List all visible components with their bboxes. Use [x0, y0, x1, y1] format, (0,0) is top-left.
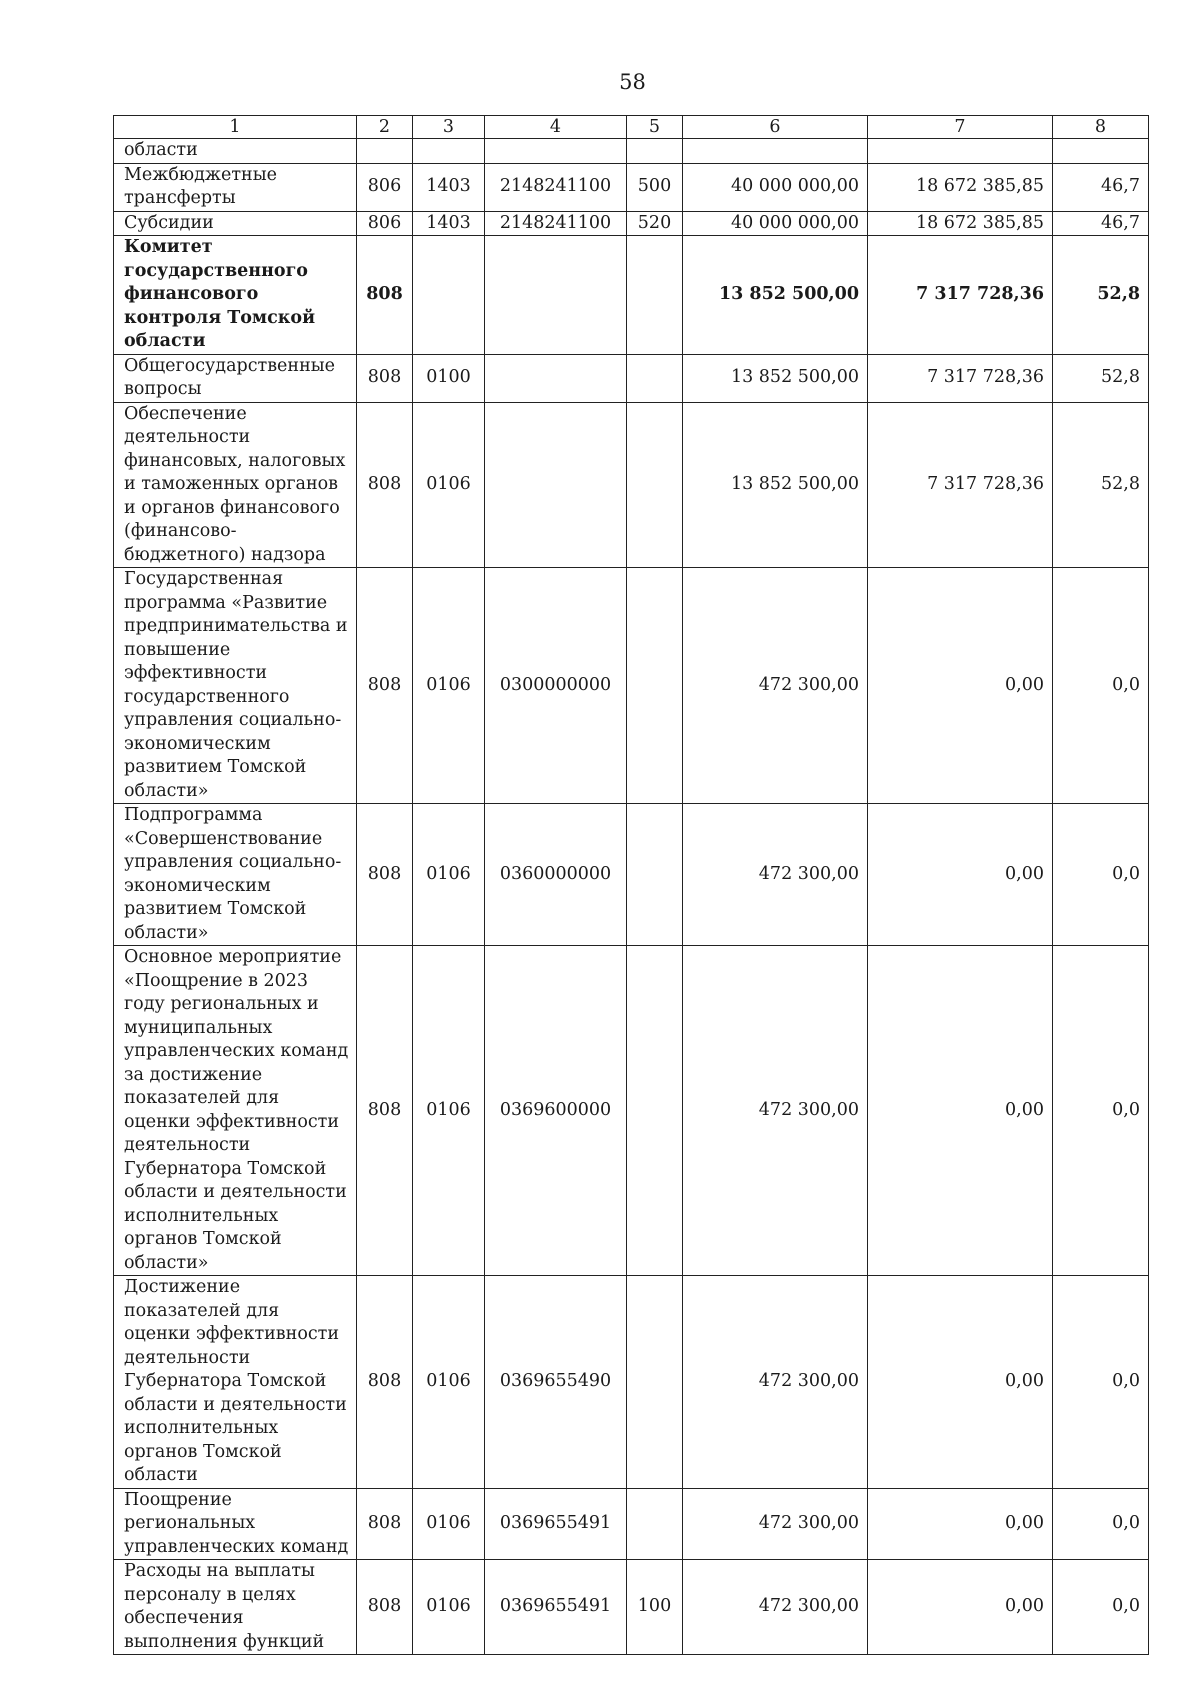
- value-cell-col5: [627, 568, 683, 804]
- value-cell-col3: 0106: [413, 1560, 485, 1655]
- value-cell-col2: 808: [357, 1560, 413, 1655]
- value-cell-col6: 472 300,00: [683, 568, 868, 804]
- value-cell-col4: [485, 139, 627, 164]
- value-cell-col7: 7 317 728,36: [868, 236, 1053, 355]
- table-row: [114, 354, 1149, 402]
- value-cell-col4: 0369655490: [485, 1276, 627, 1489]
- row-name-cell: Комитет государственного финансового контроля Томской области: [114, 236, 357, 355]
- value-cell-col6: 13 852 500,00: [683, 402, 868, 568]
- table-row: [114, 1560, 1149, 1655]
- value-cell-col2: [357, 139, 413, 164]
- value-cell-col6: 40 000 000,00: [683, 163, 868, 211]
- table-row: [114, 946, 1149, 1276]
- value-cell-col4: 0369600000: [485, 946, 627, 1276]
- value-cell-col2: 808: [357, 354, 413, 402]
- value-cell-col3: [413, 236, 485, 355]
- row-name-cell: Общегосударственные вопросы: [114, 354, 357, 402]
- table-row: [114, 568, 1149, 804]
- value-cell-col8: [1053, 139, 1149, 164]
- table-body: [114, 139, 1149, 1655]
- value-cell-col4: [485, 354, 627, 402]
- row-name-cell: Межбюджетные трансферты: [114, 163, 357, 211]
- value-cell-col5: 520: [627, 211, 683, 236]
- table-row: [114, 1276, 1149, 1489]
- value-cell-col6: 472 300,00: [683, 1560, 868, 1655]
- value-cell-col7: 7 317 728,36: [868, 402, 1053, 568]
- value-cell-col8: 0,0: [1053, 1276, 1149, 1489]
- table-row: [114, 804, 1149, 946]
- budget-table: [113, 115, 1149, 1655]
- row-name-cell: области: [114, 139, 357, 164]
- value-cell-col4: 0369655491: [485, 1560, 627, 1655]
- value-cell-col6: 13 852 500,00: [683, 236, 868, 355]
- value-cell-col6: [683, 139, 868, 164]
- value-cell-col3: 0106: [413, 402, 485, 568]
- value-cell-col3: 1403: [413, 163, 485, 211]
- row-name-cell: Обеспечение деятельности финансовых, налоговых и таможенных органов и органов финансового (финансово-бюджетного) надзора: [114, 402, 357, 568]
- value-cell-col4: 2148241100: [485, 211, 627, 236]
- row-name-cell: Подпрограмма «Совершенствование управления социально-экономическим развитием Томской области»: [114, 804, 357, 946]
- value-cell-col5: [627, 1276, 683, 1489]
- value-cell-col4: 0369655491: [485, 1488, 627, 1560]
- value-cell-col7: 0,00: [868, 1276, 1053, 1489]
- value-cell-col5: [627, 1488, 683, 1560]
- value-cell-col7: 7 317 728,36: [868, 354, 1053, 402]
- value-cell-col3: 0106: [413, 1276, 485, 1489]
- value-cell-col2: 808: [357, 236, 413, 355]
- value-cell-col5: [627, 402, 683, 568]
- value-cell-col7: 18 672 385,85: [868, 163, 1053, 211]
- value-cell-col2: 808: [357, 804, 413, 946]
- value-cell-col8: 52,8: [1053, 236, 1149, 355]
- column-header: 4: [485, 116, 627, 139]
- value-cell-col8: 52,8: [1053, 354, 1149, 402]
- value-cell-col7: 0,00: [868, 804, 1053, 946]
- value-cell-col4: 2148241100: [485, 163, 627, 211]
- table-row: [114, 1488, 1149, 1560]
- column-header: 2: [357, 116, 413, 139]
- value-cell-col5: [627, 946, 683, 1276]
- value-cell-col3: 0106: [413, 568, 485, 804]
- column-header: 8: [1053, 116, 1149, 139]
- value-cell-col3: 0106: [413, 804, 485, 946]
- value-cell-col5: [627, 139, 683, 164]
- row-name-cell: Субсидии: [114, 211, 357, 236]
- column-header: 6: [683, 116, 868, 139]
- value-cell-col2: 808: [357, 1276, 413, 1489]
- value-cell-col7: 0,00: [868, 1488, 1053, 1560]
- column-header: 3: [413, 116, 485, 139]
- value-cell-col8: 0,0: [1053, 946, 1149, 1276]
- row-name-cell: Государственная программа «Развитие предпринимательства и повышение эффективности государственного управления социально-экономическим развитием Томской области»: [114, 568, 357, 804]
- value-cell-col2: 808: [357, 402, 413, 568]
- value-cell-col6: 472 300,00: [683, 946, 868, 1276]
- row-name-cell: Расходы на выплаты персоналу в целях обеспечения выполнения функций: [114, 1560, 357, 1655]
- row-name-cell: Достижение показателей для оценки эффективности деятельности Губернатора Томской области и деятельности исполнительных органов Томской области: [114, 1276, 357, 1489]
- value-cell-col5: [627, 236, 683, 355]
- value-cell-col7: 18 672 385,85: [868, 211, 1053, 236]
- value-cell-col6: 472 300,00: [683, 804, 868, 946]
- column-header: 7: [868, 116, 1053, 139]
- row-name-cell: Основное мероприятие «Поощрение в 2023 году региональных и муниципальных управленческих команд за достижение показателей для оценки эффективности деятельности Губернатора Томской области и деятельности исполнительных органов Томской области»: [114, 946, 357, 1276]
- column-header: 1: [114, 116, 357, 139]
- value-cell-col5: [627, 354, 683, 402]
- table-row: [114, 236, 1149, 355]
- value-cell-col6: 13 852 500,00: [683, 354, 868, 402]
- value-cell-col7: 0,00: [868, 1560, 1053, 1655]
- value-cell-col4: [485, 402, 627, 568]
- value-cell-col7: 0,00: [868, 946, 1053, 1276]
- value-cell-col5: 500: [627, 163, 683, 211]
- value-cell-col2: 808: [357, 946, 413, 1276]
- table-row: [114, 163, 1149, 211]
- table-row: [114, 139, 1149, 164]
- value-cell-col2: 808: [357, 568, 413, 804]
- value-cell-col8: 46,7: [1053, 211, 1149, 236]
- value-cell-col7: 0,00: [868, 568, 1053, 804]
- value-cell-col7: [868, 139, 1053, 164]
- value-cell-col8: 0,0: [1053, 1488, 1149, 1560]
- value-cell-col2: 808: [357, 1488, 413, 1560]
- value-cell-col3: [413, 139, 485, 164]
- column-header-row: [114, 116, 1149, 139]
- value-cell-col8: 46,7: [1053, 163, 1149, 211]
- value-cell-col2: 806: [357, 211, 413, 236]
- value-cell-col4: [485, 236, 627, 355]
- value-cell-col8: 0,0: [1053, 568, 1149, 804]
- value-cell-col3: 0106: [413, 946, 485, 1276]
- value-cell-col8: 52,8: [1053, 402, 1149, 568]
- value-cell-col6: 472 300,00: [683, 1488, 868, 1560]
- value-cell-col5: 100: [627, 1560, 683, 1655]
- value-cell-col6: 40 000 000,00: [683, 211, 868, 236]
- table-row: [114, 402, 1149, 568]
- value-cell-col5: [627, 804, 683, 946]
- row-name-cell: Поощрение региональных управленческих команд: [114, 1488, 357, 1560]
- value-cell-col8: 0,0: [1053, 1560, 1149, 1655]
- value-cell-col3: 0106: [413, 1488, 485, 1560]
- column-header: 5: [627, 116, 683, 139]
- value-cell-col6: 472 300,00: [683, 1276, 868, 1489]
- value-cell-col4: 0300000000: [485, 568, 627, 804]
- value-cell-col2: 806: [357, 163, 413, 211]
- table-row: [114, 211, 1149, 236]
- page-number: 58: [619, 70, 646, 94]
- value-cell-col8: 0,0: [1053, 804, 1149, 946]
- value-cell-col4: 0360000000: [485, 804, 627, 946]
- value-cell-col3: 0100: [413, 354, 485, 402]
- value-cell-col3: 1403: [413, 211, 485, 236]
